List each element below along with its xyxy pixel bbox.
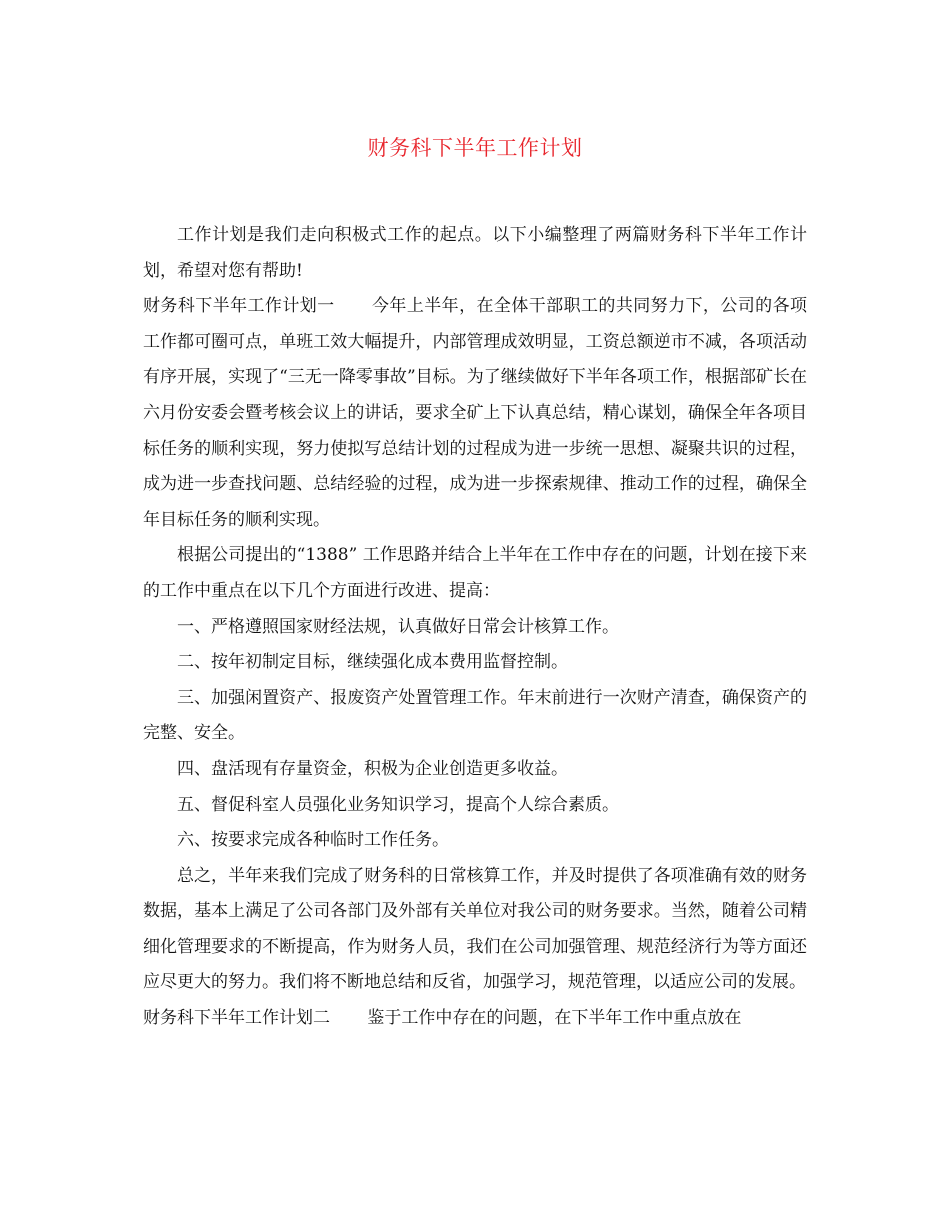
summary-paragraph: 总之，半年来我们完成了财务科的日常核算工作，并及时提供了各项准确有效的财务数据，基本上满足了公司各部门及外部有关单位对我公司的财务要求。当然，随着公司精细化管理要求的不断提高，作为财务人员，我们在公司加强管理、规范经济行为等方面还应尽更大的努力。我们将不断地总结和反省，加强学习，规范管理，以适应公司的发展。 — [143, 865, 807, 993]
plan-one-paragraph — [143, 289, 807, 538]
list-item: 五、督促科室人员强化业务知识学习，提高个人综合素质。 — [177, 794, 619, 815]
list-item: 一、严格遵照国家财经法规，认真做好日常会计核算工作。 — [177, 616, 619, 637]
strategy-paragraph: 根据公司提出的“1388” 工作思路并结合上半年在工作中存在的问题，计划在接下来的工作中重点在以下几个方面进行改进、提高： — [143, 545, 807, 601]
plan-two-text: 鉴于工作中存在的问题，在下半年工作中重点放在 — [367, 1008, 742, 1029]
plan-two-heading: 财务科下半年工作计划二 — [143, 1008, 330, 1029]
document-body — [143, 218, 807, 1037]
list-item: 二、按年初制定目标，继续强化成本费用监督控制。 — [177, 652, 568, 673]
list-item: 四、盘活现有存量资金，积极为企业创造更多收益。 — [177, 758, 568, 779]
plan-two-paragraph — [143, 1001, 807, 1037]
intro-paragraph: 工作计划是我们走向积极式工作的起点。以下小编整理了两篇财务科下半年工作计划，希望对您有帮助! — [143, 225, 807, 281]
plan-one-heading: 财务科下半年工作计划一 — [143, 296, 335, 317]
list-item: 三、加强闲置资产、报废资产处置管理工作。年末前进行一次财产清查，确保资产的完整、安全。 — [143, 687, 807, 744]
list-item: 六、按要求完成各种临时工作任务。 — [177, 830, 449, 851]
document-title: 财务科下半年工作计划 — [367, 136, 583, 160]
plan-one-text: 今年上半年，在全体干部职工的共同努力下，公司的各项工作都可圈可点，单班工效大幅提升，内部管理成效明显，工资总额逆市不减，各项活动有序开展，实现了“三无一降零事故”目标。为了继续做好下半年各项工作，根据部矿长在六月份安委会暨考核会议上的讲话，要求全矿上下认真总结，精心谋划，确保全年各项目标任务的顺利实现，努力使拟写总结计划的过程成为进一步统一思想、凝聚共识的过程，成为进一步查找问题、总结经验的过程，成为进一步探索规律、推动工作的过程，确保全年目标任务的顺利实现。 — [143, 296, 808, 530]
